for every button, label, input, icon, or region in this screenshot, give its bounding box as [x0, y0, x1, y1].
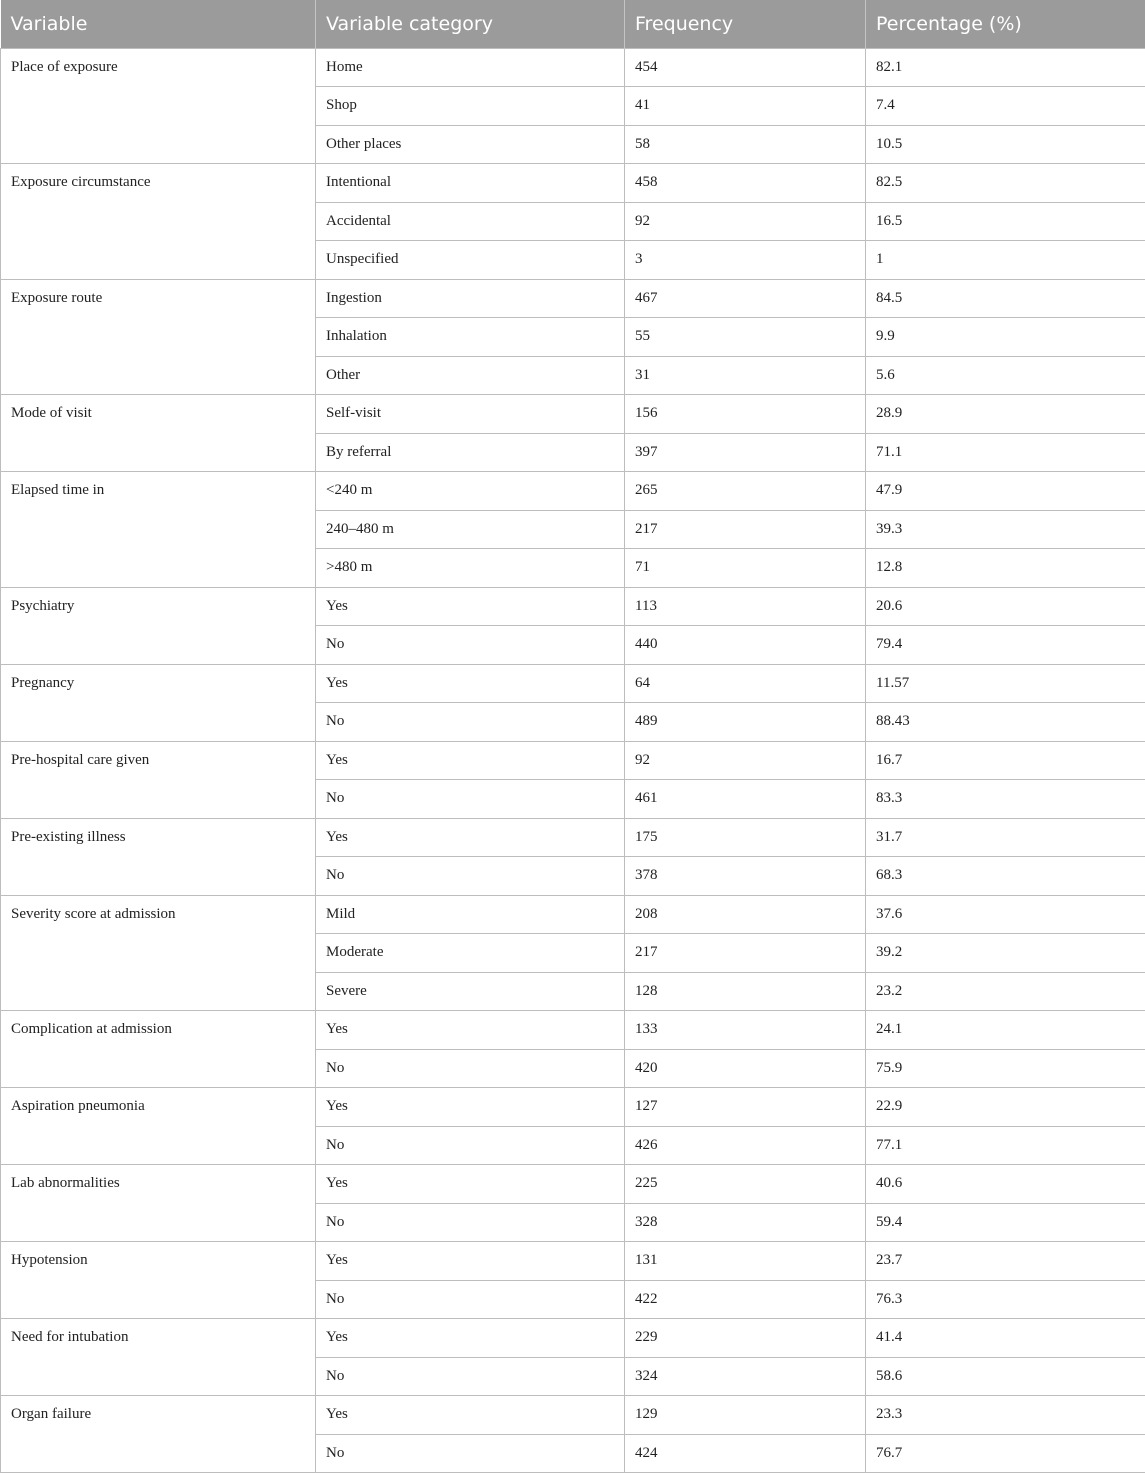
category-cell: No: [316, 1203, 625, 1242]
frequency-cell: 128: [625, 972, 866, 1011]
frequency-cell: 113: [625, 587, 866, 626]
percentage-cell: 76.7: [866, 1434, 1145, 1473]
table-row: [1, 1011, 1145, 1050]
category-cell: Home: [316, 48, 625, 87]
percentage-cell: 58.6: [866, 1357, 1145, 1396]
category-cell: No: [316, 1357, 625, 1396]
table-row: [1, 664, 1145, 703]
frequency-cell: 92: [625, 741, 866, 780]
frequency-cell: 328: [625, 1203, 866, 1242]
frequency-cell: 467: [625, 279, 866, 318]
table-row: [1, 741, 1145, 780]
category-cell: No: [316, 1280, 625, 1319]
table-row: [1, 1242, 1145, 1281]
frequency-cell: 324: [625, 1357, 866, 1396]
variable-cell: Pregnancy: [1, 664, 316, 741]
percentage-cell: 31.7: [866, 818, 1145, 857]
percentage-cell: 76.3: [866, 1280, 1145, 1319]
percentage-cell: 16.5: [866, 202, 1145, 241]
percentage-cell: 28.9: [866, 395, 1145, 434]
frequency-cell: 454: [625, 48, 866, 87]
percentage-cell: 77.1: [866, 1126, 1145, 1165]
frequency-cell: 127: [625, 1088, 866, 1127]
frequency-cell: 175: [625, 818, 866, 857]
category-cell: Self-visit: [316, 395, 625, 434]
category-cell: <240 m: [316, 472, 625, 511]
percentage-cell: 41.4: [866, 1319, 1145, 1358]
percentage-cell: 9.9: [866, 318, 1145, 357]
percentage-cell: 84.5: [866, 279, 1145, 318]
table-row: [1, 279, 1145, 318]
frequency-cell: 225: [625, 1165, 866, 1204]
frequency-cell: 41: [625, 87, 866, 126]
frequency-cell: 461: [625, 780, 866, 819]
frequency-cell: 422: [625, 1280, 866, 1319]
table-row: [1, 395, 1145, 434]
frequency-cell: 424: [625, 1434, 866, 1473]
frequency-cell: 458: [625, 164, 866, 203]
header-frequency: Frequency: [625, 0, 866, 48]
category-cell: By referral: [316, 433, 625, 472]
percentage-cell: 23.2: [866, 972, 1145, 1011]
variable-cell: Severity score at admission: [1, 895, 316, 1011]
table-row: [1, 1165, 1145, 1204]
percentage-cell: 82.1: [866, 48, 1145, 87]
frequency-cell: 217: [625, 510, 866, 549]
frequency-cell: 217: [625, 934, 866, 973]
variable-cell: Psychiatry: [1, 587, 316, 664]
percentage-cell: 24.1: [866, 1011, 1145, 1050]
category-cell: Yes: [316, 1242, 625, 1281]
percentage-cell: 39.3: [866, 510, 1145, 549]
variable-cell: Exposure route: [1, 279, 316, 395]
category-cell: No: [316, 780, 625, 819]
frequency-cell: 131: [625, 1242, 866, 1281]
category-cell: No: [316, 857, 625, 896]
category-cell: >480 m: [316, 549, 625, 588]
category-cell: No: [316, 1126, 625, 1165]
percentage-cell: 47.9: [866, 472, 1145, 511]
percentage-cell: 71.1: [866, 433, 1145, 472]
category-cell: No: [316, 1434, 625, 1473]
variable-cell: Mode of visit: [1, 395, 316, 472]
table-row: [1, 818, 1145, 857]
variable-cell: Elapsed time in: [1, 472, 316, 588]
frequency-cell: 55: [625, 318, 866, 357]
frequency-cell: 378: [625, 857, 866, 896]
category-cell: Ingestion: [316, 279, 625, 318]
frequency-cell: 156: [625, 395, 866, 434]
frequency-cell: 58: [625, 125, 866, 164]
percentage-cell: 59.4: [866, 1203, 1145, 1242]
header-row: [1, 0, 1145, 48]
percentage-cell: 22.9: [866, 1088, 1145, 1127]
header-percentage: Percentage (%): [866, 0, 1145, 48]
frequency-cell: 71: [625, 549, 866, 588]
table-row: [1, 472, 1145, 511]
table-row: [1, 164, 1145, 203]
frequency-cell: 129: [625, 1396, 866, 1435]
frequency-cell: 420: [625, 1049, 866, 1088]
percentage-cell: 10.5: [866, 125, 1145, 164]
percentage-cell: 11.57: [866, 664, 1145, 703]
variable-cell: Place of exposure: [1, 48, 316, 164]
category-cell: No: [316, 1049, 625, 1088]
percentage-cell: 12.8: [866, 549, 1145, 588]
category-cell: Yes: [316, 1319, 625, 1358]
category-cell: No: [316, 626, 625, 665]
category-cell: Mild: [316, 895, 625, 934]
variable-cell: Pre-existing illness: [1, 818, 316, 895]
category-cell: Yes: [316, 664, 625, 703]
variable-cell: Complication at admission: [1, 1011, 316, 1088]
category-cell: Yes: [316, 1396, 625, 1435]
variable-cell: Organ failure: [1, 1396, 316, 1473]
category-cell: Other: [316, 356, 625, 395]
category-cell: Other places: [316, 125, 625, 164]
category-cell: No: [316, 703, 625, 742]
percentage-cell: 88.43: [866, 703, 1145, 742]
percentage-cell: 75.9: [866, 1049, 1145, 1088]
percentage-cell: 20.6: [866, 587, 1145, 626]
frequency-cell: 92: [625, 202, 866, 241]
percentage-cell: 79.4: [866, 626, 1145, 665]
frequency-cell: 265: [625, 472, 866, 511]
percentage-cell: 7.4: [866, 87, 1145, 126]
percentage-cell: 23.3: [866, 1396, 1145, 1435]
category-cell: Inhalation: [316, 318, 625, 357]
table-row: [1, 48, 1145, 87]
variable-cell: Aspiration pneumonia: [1, 1088, 316, 1165]
frequency-cell: 3: [625, 241, 866, 280]
category-cell: Severe: [316, 972, 625, 1011]
percentage-cell: 40.6: [866, 1165, 1145, 1204]
percentage-cell: 39.2: [866, 934, 1145, 973]
category-cell: Yes: [316, 1011, 625, 1050]
variable-cell: Pre-hospital care given: [1, 741, 316, 818]
frequency-cell: 440: [625, 626, 866, 665]
category-cell: Yes: [316, 818, 625, 857]
frequency-cell: 489: [625, 703, 866, 742]
frequency-cell: 397: [625, 433, 866, 472]
table-row: [1, 895, 1145, 934]
variable-cell: Exposure circumstance: [1, 164, 316, 280]
category-cell: Intentional: [316, 164, 625, 203]
table-row: [1, 1396, 1145, 1435]
percentage-cell: 23.7: [866, 1242, 1145, 1281]
variable-cell: Lab abnormalities: [1, 1165, 316, 1242]
percentage-cell: 37.6: [866, 895, 1145, 934]
frequency-cell: 229: [625, 1319, 866, 1358]
category-cell: Accidental: [316, 202, 625, 241]
category-cell: 240–480 m: [316, 510, 625, 549]
percentage-cell: 83.3: [866, 780, 1145, 819]
table-row: [1, 587, 1145, 626]
category-cell: Shop: [316, 87, 625, 126]
category-cell: Yes: [316, 587, 625, 626]
variable-cell: Hypotension: [1, 1242, 316, 1319]
table-row: [1, 1319, 1145, 1358]
frequency-cell: 64: [625, 664, 866, 703]
category-cell: Moderate: [316, 934, 625, 973]
percentage-cell: 16.7: [866, 741, 1145, 780]
table-body: [1, 48, 1145, 1473]
category-cell: Yes: [316, 1088, 625, 1127]
variable-cell: Need for intubation: [1, 1319, 316, 1396]
percentage-cell: 1: [866, 241, 1145, 280]
percentage-cell: 82.5: [866, 164, 1145, 203]
header-variable: Variable: [1, 0, 316, 48]
frequency-cell: 31: [625, 356, 866, 395]
percentage-cell: 68.3: [866, 857, 1145, 896]
percentage-cell: 5.6: [866, 356, 1145, 395]
header-variable-category: Variable category: [316, 0, 625, 48]
frequency-cell: 426: [625, 1126, 866, 1165]
table-row: [1, 1088, 1145, 1127]
category-cell: Yes: [316, 1165, 625, 1204]
frequency-cell: 133: [625, 1011, 866, 1050]
frequency-cell: 208: [625, 895, 866, 934]
category-cell: Unspecified: [316, 241, 625, 280]
category-cell: Yes: [316, 741, 625, 780]
